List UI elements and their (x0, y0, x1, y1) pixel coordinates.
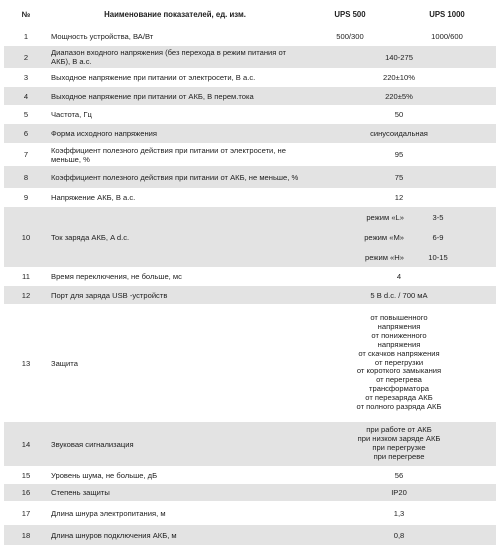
row-number: 16 (4, 484, 48, 501)
protection-item: от пониженного (371, 330, 427, 340)
row-number: 13 (4, 304, 48, 422)
row-number: 10 (4, 207, 48, 267)
row-value: 220±10% (302, 68, 496, 87)
row-parameter: Напряжение АКБ, В а.с. (48, 188, 302, 207)
row-parameter: Длина шнуров подключения АКБ, м (48, 525, 302, 545)
sound-alarm-list (302, 422, 496, 466)
table-row (4, 166, 496, 188)
row-parameter: Выходное напряжение при питании от АКБ, В перем.тока (48, 87, 302, 105)
table-row (4, 105, 496, 124)
row-value: IP20 (302, 484, 496, 501)
table-row (4, 143, 496, 166)
charge-mode-row (305, 207, 493, 227)
row-parameter: Коэффициент полезного действия при питании от электросети, не меньше, % (48, 143, 302, 166)
protection-item: от скачков напряжения (358, 348, 440, 358)
table-row (4, 124, 496, 143)
row-number: 18 (4, 525, 48, 545)
charge-mode-range: 3-5 (432, 212, 444, 222)
table-row (4, 501, 496, 525)
protection-list (302, 304, 496, 422)
row-value-ups500: 500/300 (302, 26, 398, 46)
charge-mode-label: режим «M» (364, 232, 404, 242)
table-row (4, 207, 496, 267)
row-parameter: Время переключения, не больше, мс (48, 267, 302, 286)
row-value: 56 (302, 466, 496, 484)
row-parameter: Выходное напряжение при питании от электросети, В а.с. (48, 68, 302, 87)
charge-mode-label: режим «L» (366, 212, 404, 222)
row-value: 140-275 (302, 46, 496, 68)
row-value: 0,8 (302, 525, 496, 545)
table-row (4, 267, 496, 286)
row-number: 11 (4, 267, 48, 286)
row-number: 3 (4, 68, 48, 87)
table-row (4, 525, 496, 545)
row-number: 14 (4, 422, 48, 466)
charge-mode-label: режим «H» (365, 252, 404, 262)
row-parameter: Ток заряда АКБ, A d.c. (48, 207, 302, 267)
row-value-ups1000: 1000/600 (398, 26, 496, 46)
row-value: 5 B d.c. / 700 мА (302, 286, 496, 304)
row-value: 12 (302, 188, 496, 207)
row-parameter: Длина шнура электропитания, м (48, 501, 302, 525)
row-parameter: Диапазон входного напряжения (без перехода в режим питания от АКБ), В а.с. (48, 46, 302, 68)
row-parameter: Мощность устройства, ВА/Вт (48, 26, 302, 46)
row-parameter: Уровень шума, не больше, дБ (48, 466, 302, 484)
charge-mode-row (305, 247, 493, 267)
protection-item: от перегрузки (374, 357, 424, 367)
charge-mode-range: 10-15 (428, 252, 448, 262)
row-value: 75 (302, 166, 496, 188)
header-ups1000: UPS 1000 (398, 2, 496, 26)
table-row (4, 466, 496, 484)
spec-table (4, 2, 496, 545)
table-header-row (4, 2, 496, 26)
table-row (4, 68, 496, 87)
row-number: 1 (4, 26, 48, 46)
row-number: 2 (4, 46, 48, 68)
charge-mode-row (305, 227, 493, 247)
table-row (4, 286, 496, 304)
row-parameter: Частота, Гц (48, 105, 302, 124)
table-row (4, 188, 496, 207)
row-number: 17 (4, 501, 48, 525)
row-parameter: Форма исходного напряжения (48, 124, 302, 143)
row-number: 6 (4, 124, 48, 143)
row-number: 12 (4, 286, 48, 304)
protection-item: от полного разряда АКБ (356, 402, 442, 412)
row-value: 220±5% (302, 87, 496, 105)
row-value: 4 (302, 267, 496, 286)
table-row (4, 484, 496, 501)
row-number: 9 (4, 188, 48, 207)
protection-item: напряжения (377, 321, 421, 331)
table-row (4, 46, 496, 68)
row-parameter: Порт для заряда USB -устройств (48, 286, 302, 304)
row-number: 15 (4, 466, 48, 484)
protection-item: трансформатора (369, 384, 429, 394)
protection-item: напряжения (377, 339, 421, 349)
protection-item: от перегрева (376, 375, 422, 385)
row-value: синусоидальная (302, 124, 496, 143)
row-value: 50 (302, 105, 496, 124)
charge-mode-range: 6-9 (432, 232, 444, 242)
table-row (4, 87, 496, 105)
spec-sheet (4, 2, 496, 545)
protection-item: от короткого замыкания (356, 366, 442, 376)
row-parameter: Звуковая сигнализация (48, 422, 302, 466)
row-value: 1,3 (302, 501, 496, 525)
row-number: 4 (4, 87, 48, 105)
alarm-item: при перегрузке (372, 443, 426, 452)
header-number: № (4, 2, 48, 26)
protection-item: от повышенного (370, 313, 428, 323)
row-parameter: Защита (48, 304, 302, 422)
charge-current-modes (302, 207, 496, 267)
row-parameter: Коэффициент полезного действия при питании от АКБ, не меньше, % (48, 166, 302, 188)
row-number: 8 (4, 166, 48, 188)
header-ups500: UPS 500 (302, 2, 398, 26)
table-row (4, 304, 496, 422)
row-number: 7 (4, 143, 48, 166)
row-value: 95 (302, 143, 496, 166)
row-number: 5 (4, 105, 48, 124)
table-row (4, 26, 496, 46)
alarm-item: при перегреве (373, 451, 425, 461)
table-row (4, 422, 496, 466)
alarm-item: при низком заряде АКБ (357, 434, 441, 444)
header-parameter-name: Наименование показателей, ед. изм. (48, 2, 302, 26)
protection-item: от перезаряда АКБ (365, 393, 433, 403)
row-parameter: Степень защиты (48, 484, 302, 501)
alarm-item: при работе от АКБ (366, 425, 432, 435)
